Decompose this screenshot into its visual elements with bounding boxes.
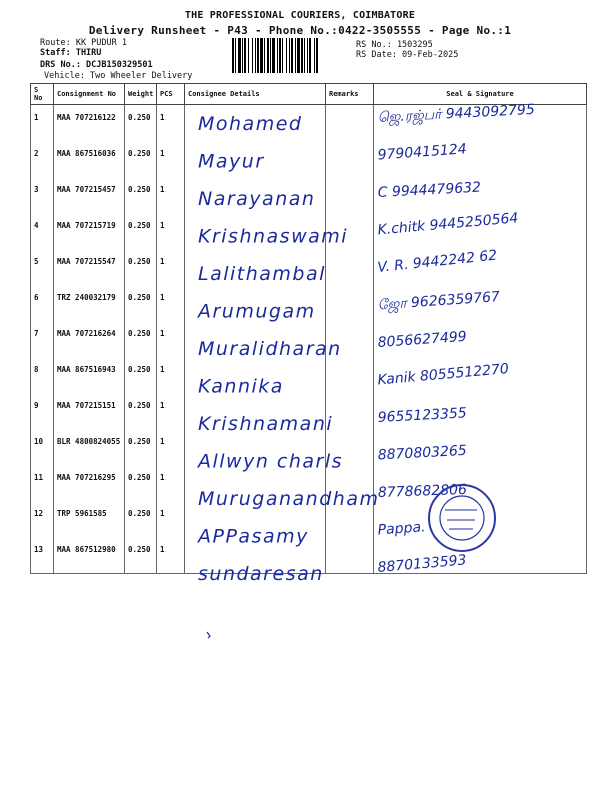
table-row <box>31 141 587 177</box>
row-consignment-no: MAA 867516943 <box>54 357 125 393</box>
row-weight: 0.250 <box>125 249 157 285</box>
row-consignment-no: MAA 707215547 <box>54 249 125 285</box>
row-pcs: 1 <box>157 249 185 285</box>
row-consignee-details <box>185 357 326 393</box>
row-seal-signature <box>374 141 587 177</box>
handwritten-signature: V. R. 9442242 62 <box>376 247 498 276</box>
table-row <box>31 285 587 321</box>
row-consignee-details <box>185 177 326 213</box>
vehicle-text: Vehicle: Two Wheeler Delivery <box>44 71 193 81</box>
runsheet-table <box>30 83 587 574</box>
row-weight: 0.250 <box>125 177 157 213</box>
seal-stamp <box>425 480 500 555</box>
row-sno: 7 <box>31 321 54 357</box>
row-remarks <box>326 177 374 213</box>
staff-text: Staff: THIRU <box>40 48 102 58</box>
handwritten-consignee-name: Arumugam <box>198 300 316 323</box>
row-sno: 6 <box>31 285 54 321</box>
row-weight: 0.250 <box>125 465 157 501</box>
handwritten-signature: 8870133593 <box>376 552 468 576</box>
row-consignee-details <box>185 249 326 285</box>
row-seal-signature <box>374 357 587 393</box>
handwritten-signature: K.chitk 9445250564 <box>376 210 520 239</box>
row-pcs: 1 <box>157 105 185 142</box>
row-pcs: 1 <box>157 501 185 537</box>
drs-number: DRS No.: DCJB150329501 <box>40 60 153 70</box>
row-remarks <box>326 249 374 285</box>
col-header-consignment: Consignment No <box>54 84 125 105</box>
row-pcs: 1 <box>157 285 185 321</box>
row-pcs: 1 <box>157 393 185 429</box>
row-sno: 5 <box>31 249 54 285</box>
row-consignee-details <box>185 465 326 501</box>
row-weight: 0.250 <box>125 105 157 142</box>
row-consignment-no: TRZ 240032179 <box>54 285 125 321</box>
table-row <box>31 501 587 537</box>
table-row <box>31 537 587 574</box>
row-weight: 0.250 <box>125 357 157 393</box>
row-seal-signature <box>374 285 587 321</box>
row-consignee-details <box>185 105 326 142</box>
row-seal-signature <box>374 213 587 249</box>
table-row <box>31 321 587 357</box>
col-header-weight: Weight <box>125 84 157 105</box>
row-weight: 0.250 <box>125 393 157 429</box>
handwritten-consignee-name: Krishnaswami <box>198 225 349 248</box>
handwritten-consignee-name: Krishnamani <box>198 413 334 435</box>
row-seal-signature <box>374 429 587 465</box>
runsheet-title: Delivery Runsheet - P43 - Phone No.:0422-3505555 - Page No.:1 <box>88 24 512 37</box>
row-consignee-details <box>185 429 326 465</box>
row-consignee-details <box>185 537 326 574</box>
route-text: Route: KK PUDUR 1 <box>40 38 127 48</box>
row-remarks <box>326 141 374 177</box>
barcode <box>232 38 350 73</box>
handwritten-signature: 9655123355 <box>377 405 468 426</box>
handwritten-signature: 8056627499 <box>377 328 468 351</box>
row-consignee-details <box>185 393 326 429</box>
col-header-sno: S No <box>31 84 54 105</box>
row-weight: 0.250 <box>125 429 157 465</box>
row-remarks <box>326 213 374 249</box>
row-pcs: 1 <box>157 177 185 213</box>
row-weight: 0.250 <box>125 285 157 321</box>
row-remarks <box>326 429 374 465</box>
stray-mark <box>204 630 214 640</box>
row-consignment-no: MAA 707216295 <box>54 465 125 501</box>
table-row <box>31 105 587 142</box>
row-pcs: 1 <box>157 429 185 465</box>
row-pcs: 1 <box>157 465 185 501</box>
row-remarks <box>326 393 374 429</box>
row-consignment-no: MAA 867512980 <box>54 537 125 574</box>
handwritten-signature: 8870803265 <box>377 442 468 464</box>
row-sno: 2 <box>31 141 54 177</box>
row-weight: 0.250 <box>125 537 157 574</box>
col-header-consignee: Consignee Details <box>185 84 326 105</box>
handwritten-signature: C 9944479632 <box>377 179 482 201</box>
row-sno: 8 <box>31 357 54 393</box>
row-remarks <box>326 465 374 501</box>
table-row <box>31 177 587 213</box>
row-consignee-details <box>185 501 326 537</box>
row-consignee-details <box>185 141 326 177</box>
row-seal-signature <box>374 321 587 357</box>
row-remarks <box>326 285 374 321</box>
handwritten-consignee-name: Allwyn charls <box>198 450 344 473</box>
rs-number: RS No.: 1503295 <box>356 40 433 50</box>
row-consignee-details <box>185 285 326 321</box>
row-sno: 10 <box>31 429 54 465</box>
row-seal-signature <box>374 249 587 285</box>
table-row <box>31 249 587 285</box>
handwritten-consignee-name: sundaresan <box>198 563 324 585</box>
table-row <box>31 429 587 465</box>
row-pcs: 1 <box>157 321 185 357</box>
table-header-row <box>31 84 587 105</box>
row-weight: 0.250 <box>125 213 157 249</box>
row-remarks <box>326 537 374 574</box>
row-remarks <box>326 357 374 393</box>
row-pcs: 1 <box>157 213 185 249</box>
row-sno: 9 <box>31 393 54 429</box>
row-sno: 3 <box>31 177 54 213</box>
handwritten-consignee-name: Kannika <box>198 375 284 398</box>
row-remarks <box>326 321 374 357</box>
row-consignment-no: MAA 707215457 <box>54 177 125 213</box>
row-seal-signature <box>374 177 587 213</box>
table-row <box>31 357 587 393</box>
row-sno: 12 <box>31 501 54 537</box>
row-sno: 1 <box>31 105 54 142</box>
handwritten-consignee-name: Narayanan <box>198 188 316 210</box>
row-pcs: 1 <box>157 357 185 393</box>
table-row <box>31 393 587 429</box>
row-weight: 0.250 <box>125 141 157 177</box>
row-weight: 0.250 <box>125 501 157 537</box>
row-consignee-details <box>185 213 326 249</box>
handwritten-signature: ஜோ 9626359767 <box>377 288 501 314</box>
row-consignment-no: TRP 5961585 <box>54 501 125 537</box>
row-consignment-no: MAA 707216122 <box>54 105 125 142</box>
handwritten-consignee-name: Mayur <box>198 150 265 173</box>
row-remarks <box>326 501 374 537</box>
company-title: THE PROFESSIONAL COURIERS, COIMBATORE <box>184 10 416 21</box>
table-row <box>31 465 587 501</box>
row-seal-signature <box>374 393 587 429</box>
handwritten-consignee-name: Muralidharan <box>198 338 342 360</box>
row-consignment-no: MAA 707215719 <box>54 213 125 249</box>
col-header-remarks: Remarks <box>326 84 374 105</box>
row-sno: 4 <box>31 213 54 249</box>
handwritten-signature: 8778682806 <box>377 481 468 501</box>
handwritten-consignee-name: Mohamed <box>198 113 303 135</box>
row-consignee-details <box>185 321 326 357</box>
handwritten-consignee-name: Muruganandham <box>198 488 380 510</box>
col-header-pcs: PCS <box>157 84 185 105</box>
row-sno: 13 <box>31 537 54 574</box>
col-header-seal-signature: Seal & Signature <box>374 84 587 105</box>
rs-date: RS Date: 09-Feb-2025 <box>356 50 459 60</box>
row-consignment-no: MAA 867516036 <box>54 141 125 177</box>
row-consignment-no: BLR 4800824055 <box>54 429 125 465</box>
handwritten-signature: 9790415124 <box>377 141 468 164</box>
row-pcs: 1 <box>157 537 185 574</box>
row-consignment-no: MAA 707216264 <box>54 321 125 357</box>
handwritten-consignee-name: Lalithambal <box>198 263 326 285</box>
handwritten-consignee-name: APPasamy <box>198 525 309 548</box>
handwritten-signature: Kanik 8055512270 <box>376 361 510 389</box>
row-weight: 0.250 <box>125 321 157 357</box>
row-remarks <box>326 105 374 142</box>
row-seal-signature <box>374 105 587 142</box>
handwritten-signature: ஜெ.ரஜ்பர் 9443092795 <box>377 101 536 126</box>
row-pcs: 1 <box>157 141 185 177</box>
row-sno: 11 <box>31 465 54 501</box>
row-consignment-no: MAA 707215151 <box>54 393 125 429</box>
table-row <box>31 213 587 249</box>
handwritten-signature: Pappa. <box>377 519 426 539</box>
